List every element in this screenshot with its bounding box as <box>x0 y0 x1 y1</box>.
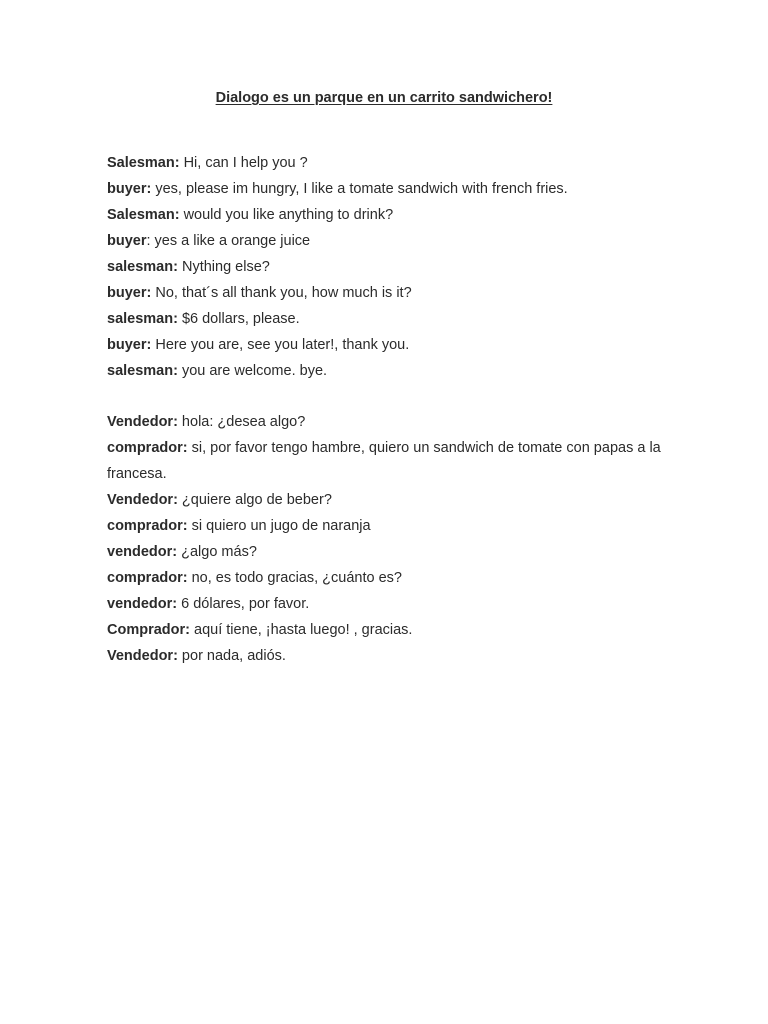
speaker-label: buyer: <box>107 337 152 353</box>
dialogue-text: si quiero un jugo de naranja <box>187 518 371 534</box>
speaker-label: buyer: <box>107 181 152 197</box>
dialogue-text: ¿algo más? <box>177 544 257 560</box>
document-title: Dialogo es un parque en un carrito sandwichero! <box>215 90 553 106</box>
dialogue-text: Nything else? <box>177 259 270 275</box>
dialogue-text: si, por favor tengo hambre, quiero un sandwich de tomate con papas a la francesa. <box>107 440 661 482</box>
dialogue-text: aquí tiene, ¡hasta luego! , gracias. <box>189 622 413 638</box>
dialogue-text: : yes a like a orange juice <box>146 233 311 249</box>
speaker-label: salesman: <box>107 311 178 327</box>
dialogue-line <box>107 176 667 202</box>
speaker-label: buyer: <box>107 285 152 301</box>
dialogue-line <box>107 306 667 332</box>
speaker-label: vendedor: <box>107 544 178 560</box>
dialogue-line <box>107 539 667 565</box>
dialogue-line <box>107 228 667 254</box>
dialogue-line <box>107 202 667 228</box>
dialogue-line <box>107 591 667 617</box>
dialogue-text: No, that´s all thank you, how much is it? <box>151 285 412 301</box>
dialogue-line <box>107 358 667 384</box>
dialogue-text: hola: ¿desea algo? <box>177 414 306 430</box>
dialogue-line <box>107 409 667 435</box>
dialogue-text: yes, please im hungry, I like a tomate sandwich with french fries. <box>151 181 568 197</box>
dialogue-text: would you like anything to drink? <box>179 207 394 223</box>
dialogue-line <box>107 565 667 591</box>
dialogue-text: no, es todo gracias, ¿cuánto es? <box>187 570 402 586</box>
speaker-label: comprador: <box>107 518 188 534</box>
dialogue-text: $6 dollars, please. <box>177 311 300 327</box>
speaker-label: Comprador: <box>107 622 190 638</box>
dialogue-line <box>107 643 667 669</box>
speaker-label: Salesman: <box>107 155 180 171</box>
dialogue-text: 6 dólares, por favor. <box>177 596 310 612</box>
dialogue-line <box>107 617 667 643</box>
dialogue-text: ¿quiere algo de beber? <box>177 492 332 508</box>
dialogue-line <box>107 513 667 539</box>
dialogue-line <box>107 435 667 487</box>
speaker-label: buyer <box>107 233 147 249</box>
speaker-label: salesman: <box>107 363 178 379</box>
dialogue-text: Hi, can I help you ? <box>179 155 308 171</box>
speaker-label: vendedor: <box>107 596 178 612</box>
dialogue-line <box>107 254 667 280</box>
speaker-label: Vendedor: <box>107 414 178 430</box>
english-dialogue <box>107 150 667 384</box>
dialogue-text: por nada, adiós. <box>177 648 286 664</box>
speaker-label: comprador: <box>107 440 188 456</box>
dialogue-line <box>107 487 667 513</box>
dialogue-text: Here you are, see you later!, thank you. <box>151 337 410 353</box>
speaker-label: Vendedor: <box>107 648 178 664</box>
dialogue-line <box>107 280 667 306</box>
dialogue-line <box>107 332 667 358</box>
speaker-label: salesman: <box>107 259 178 275</box>
speaker-label: Salesman: <box>107 207 180 223</box>
speaker-label: Vendedor: <box>107 492 178 508</box>
speaker-label: comprador: <box>107 570 188 586</box>
dialogue-line <box>107 150 667 176</box>
dialogue-text: you are welcome. bye. <box>177 363 328 379</box>
spanish-dialogue <box>107 409 667 669</box>
